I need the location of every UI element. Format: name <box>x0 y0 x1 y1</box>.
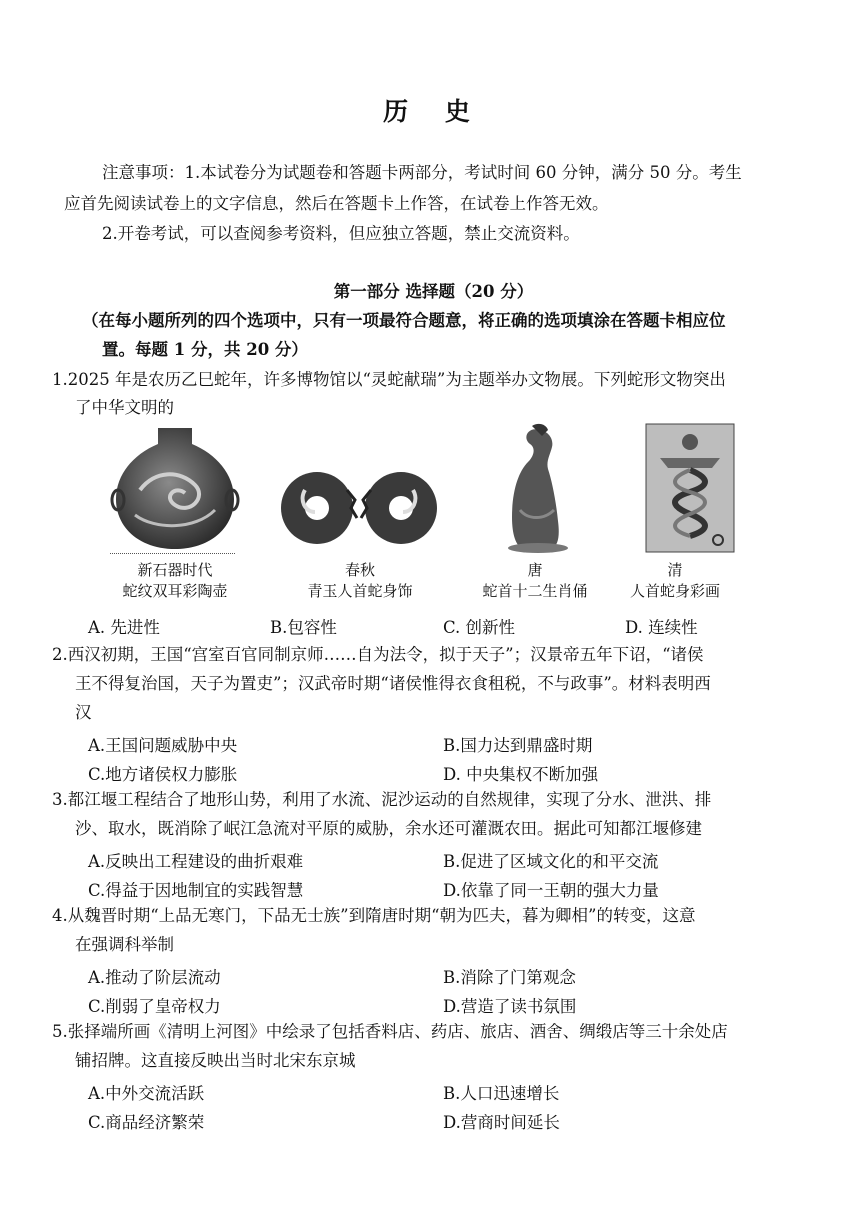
figure-3-era: 唐 <box>527 561 543 579</box>
q4-option-c: C.削弱了皇帝权力 <box>88 997 221 1016</box>
q2-option-a: A.王国问题威胁中央 <box>88 736 238 755</box>
notice-line-2: 应首先阅读试卷上的文字信息，然后在答题卡上作答，在试卷上作答无效。 <box>64 194 609 213</box>
q5-option-a: A.中外交流活跃 <box>88 1084 205 1103</box>
q5-option-c: C.商品经济繁荣 <box>88 1113 205 1132</box>
human-head-serpent-painting-image <box>610 420 740 555</box>
q3-option-b: B.促进了区域文化的和平交流 <box>443 852 659 871</box>
q3-option-c: C.得益于因地制宜的实践智慧 <box>88 881 304 900</box>
section-instruction-1: （在每小题所列的四个选项中，只有一项最符合题意，将正确的选项填涂在答题卡相应位 <box>82 311 726 330</box>
figure-2-era: 春秋 <box>344 561 375 579</box>
q3-stem-line-1: 3.都江堰工程结合了地形山势，利用了水流、泥沙运动的自然规律，实现了分水、泄洪、排 <box>52 790 712 809</box>
q5-option-d: D.营商时间延长 <box>443 1113 560 1132</box>
notice-line-1: 注意事项：1.本试卷分为试题卷和答题卡两部分，考试时间 60 分钟，满分 50 分。考生 <box>102 163 742 182</box>
snake-head-zodiac-figurine-image <box>470 420 600 555</box>
q5-stem-line-1: 5.张择端所画《清明上河图》中绘录了包括香料店、药店、旅店、酒舍、绸缎店等三十余处店 <box>52 1022 728 1041</box>
figure-4-era: 清 <box>667 561 683 579</box>
q1-option-c: C. 创新性 <box>443 618 516 637</box>
q1-option-d: D. 连续性 <box>625 618 698 637</box>
figure-jade-ornament <box>275 420 445 610</box>
q2-stem-line-3: 汉 <box>75 703 92 722</box>
q4-option-a: A.推动了阶层流动 <box>88 968 221 987</box>
section-heading: 第一部分 选择题（20 分） <box>333 282 534 301</box>
page-title: 历 史 <box>383 97 484 126</box>
jade-human-head-serpent-image <box>275 420 445 555</box>
figure-3-name: 蛇首十二生肖俑 <box>482 582 588 600</box>
section-instruction-2: 置。每题 1 分，共 20 分） <box>102 340 308 359</box>
figure-pottery-jar <box>100 420 250 610</box>
notice-line-3: 2.开卷考试，可以查阅参考资料，但应独立答题，禁止交流资料。 <box>102 224 580 243</box>
figure-2-name: 青玉人首蛇身饰 <box>307 582 413 600</box>
q4-option-d: D.营造了读书氛围 <box>443 997 577 1016</box>
q1-stem-line-2: 了中华文明的 <box>75 398 174 417</box>
q2-option-c: C.地方诸侯权力膨胀 <box>88 765 238 784</box>
q2-option-b: B.国力达到鼎盛时期 <box>443 736 593 755</box>
q3-option-a: A.反映出工程建设的曲折艰难 <box>88 852 304 871</box>
q1-option-b: B.包容性 <box>270 618 337 637</box>
figure-painting <box>600 420 750 610</box>
q1-option-a: A. 先进性 <box>88 618 160 637</box>
figure-1-name: 蛇纹双耳彩陶壶 <box>122 582 228 600</box>
figure-1-era: 新石器时代 <box>137 561 213 579</box>
q5-option-b: B.人口迅速增长 <box>443 1084 560 1103</box>
q4-option-b: B.消除了门第观念 <box>443 968 576 987</box>
q1-figures <box>100 420 780 610</box>
q2-option-d: D. 中央集权不断加强 <box>443 765 599 784</box>
q3-stem-line-2: 沙、取水，既消除了岷江急流对平原的威胁，余水还可灌溉农田。据此可知都江堰修建 <box>75 819 702 838</box>
q4-stem-line-2: 在强调科举制 <box>75 935 174 954</box>
q4-stem-line-1: 4.从魏晋时期“上品无寒门，下品无士族”到隋唐时期“朝为匹夫，暮为卿相”的转变，这意 <box>52 906 696 925</box>
q2-stem-line-1: 2.西汉初期，王国“宫室百官同制京师……自为法令，拟于天子”；汉景帝五年下诏，“诸侯 <box>52 645 704 664</box>
q2-stem-line-2: 王不得复治国，天子为置吏”；汉武帝时期“诸侯惟得衣食租税，不与政事”。材料表明西 <box>75 674 711 693</box>
figure-4-name: 人首蛇身彩画 <box>629 582 720 600</box>
q3-option-d: D.依靠了同一王朝的强大力量 <box>443 881 659 900</box>
painted-pottery-jar-image <box>110 420 240 555</box>
q1-stem-line-1: 1.2025 年是农历乙巳蛇年，许多博物馆以“灵蛇献瑞”为主题举办文物展。下列蛇形文物突出 <box>52 370 726 389</box>
figure-zodiac-figurine <box>460 420 610 610</box>
q5-stem-line-2: 铺招牌。这直接反映出当时北宋东京城 <box>75 1051 356 1070</box>
